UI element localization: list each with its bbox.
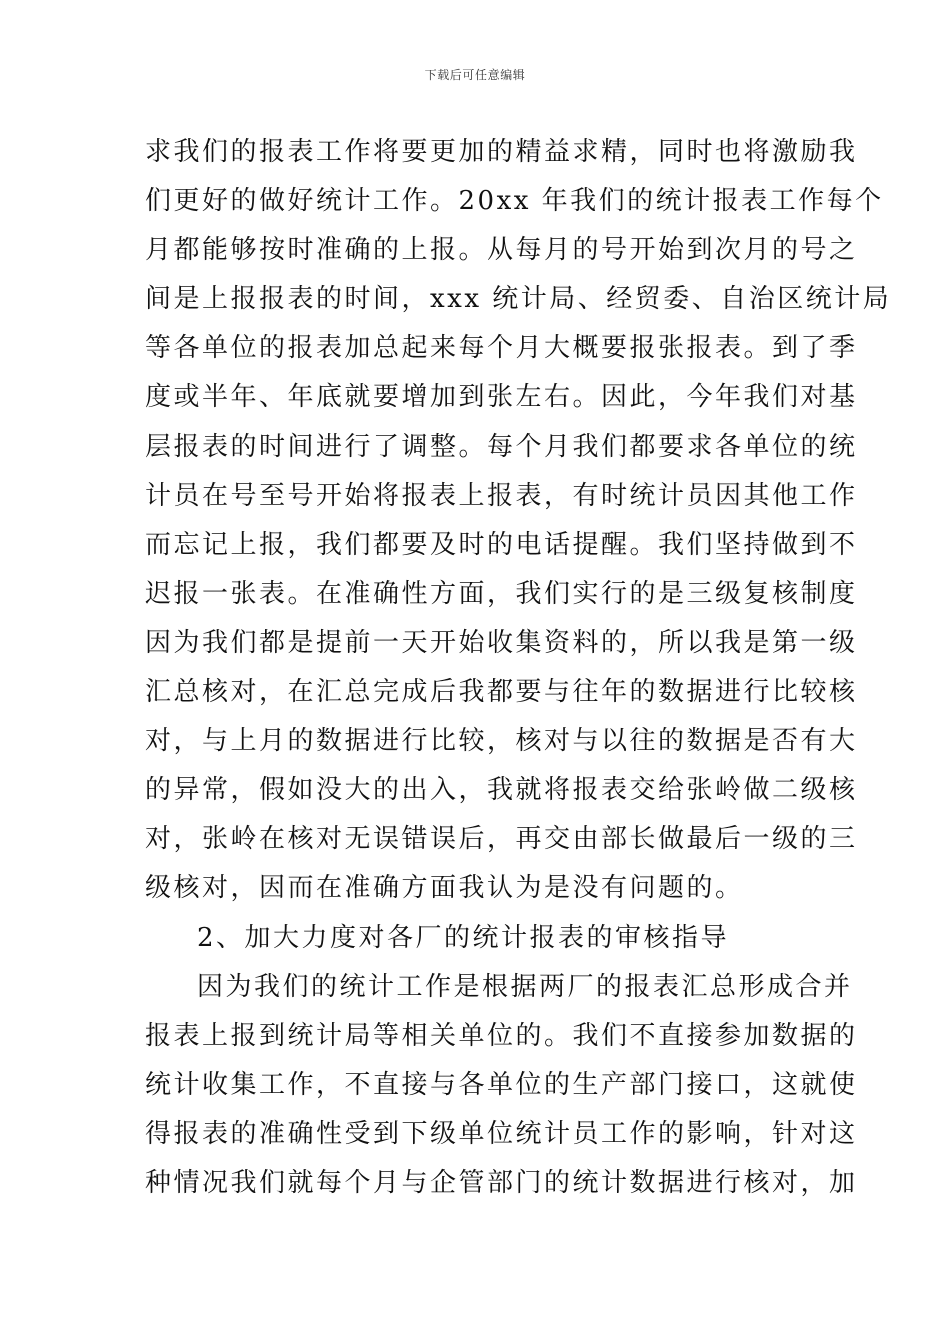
text-line: 层报表的时间进行了调整。每个月我们都要求各单位的统 [145,431,858,462]
text-line: 对，张岭在核对无误错误后，再交由部长做最后一级的三 [145,824,858,855]
text-line: 求我们的报表工作将要更加的精益求精，同时也将激励我 [145,137,858,167]
text-line: 月都能够按时准确的上报。从每月的号开始到次月的号之 [145,235,858,266]
text-line: 汇总核对，在汇总完成后我都要与往年的数据进行比较核 [145,677,858,708]
text-line: 度或半年、年底就要增加到张左右。因此，今年我们对基 [145,382,858,413]
text-line: 计员在号至号开始将报表上报表，有时统计员因其他工作 [145,480,858,511]
text-line: 而忘记上报，我们都要及时的电话提醒。我们坚持做到不 [145,529,858,560]
paragraph-start-line: 因为我们的统计工作是根据两厂的报表汇总形成合并 [197,971,853,1002]
text-line: 对，与上月的数据进行比较，核对与以往的数据是否有大 [145,726,858,757]
text-line: 的异常，假如没大的出入，我就将报表交给张岭做二级核 [145,775,858,806]
text-line: 等各单位的报表加总起来每个月大概要报张报表。到了季 [145,333,858,364]
text-line: 因为我们都是提前一天开始收集资料的，所以我是第一级 [145,627,858,658]
text-line: 级核对，因而在准确方面我认为是没有问题的。 [145,873,744,904]
text-line: 报表上报到统计局等相关单位的。我们不直接参加数据的 [145,1020,858,1051]
page-header: 下载后可任意编辑 [424,68,526,82]
text-line: 间是上报报表的时间，xxx 统计局、经贸委、自治区统计局 [145,284,892,315]
text-line: 们更好的做好统计工作。20xx 年我们的统计报表工作每个 [145,186,884,217]
text-line: 统计收集工作，不直接与各单位的生产部门接口，这就使 [145,1069,858,1100]
document-body [145,128,892,1208]
section-heading: 2、加大力度对各厂的统计报表的审核指导 [197,922,730,953]
text-line: 种情况我们就每个月与企管部门的统计数据进行核对，加 [145,1167,858,1198]
text-line: 迟报一张表。在准确性方面，我们实行的是三级复核制度 [145,578,858,609]
text-line: 得报表的准确性受到下级单位统计员工作的影响，针对这 [145,1118,858,1149]
